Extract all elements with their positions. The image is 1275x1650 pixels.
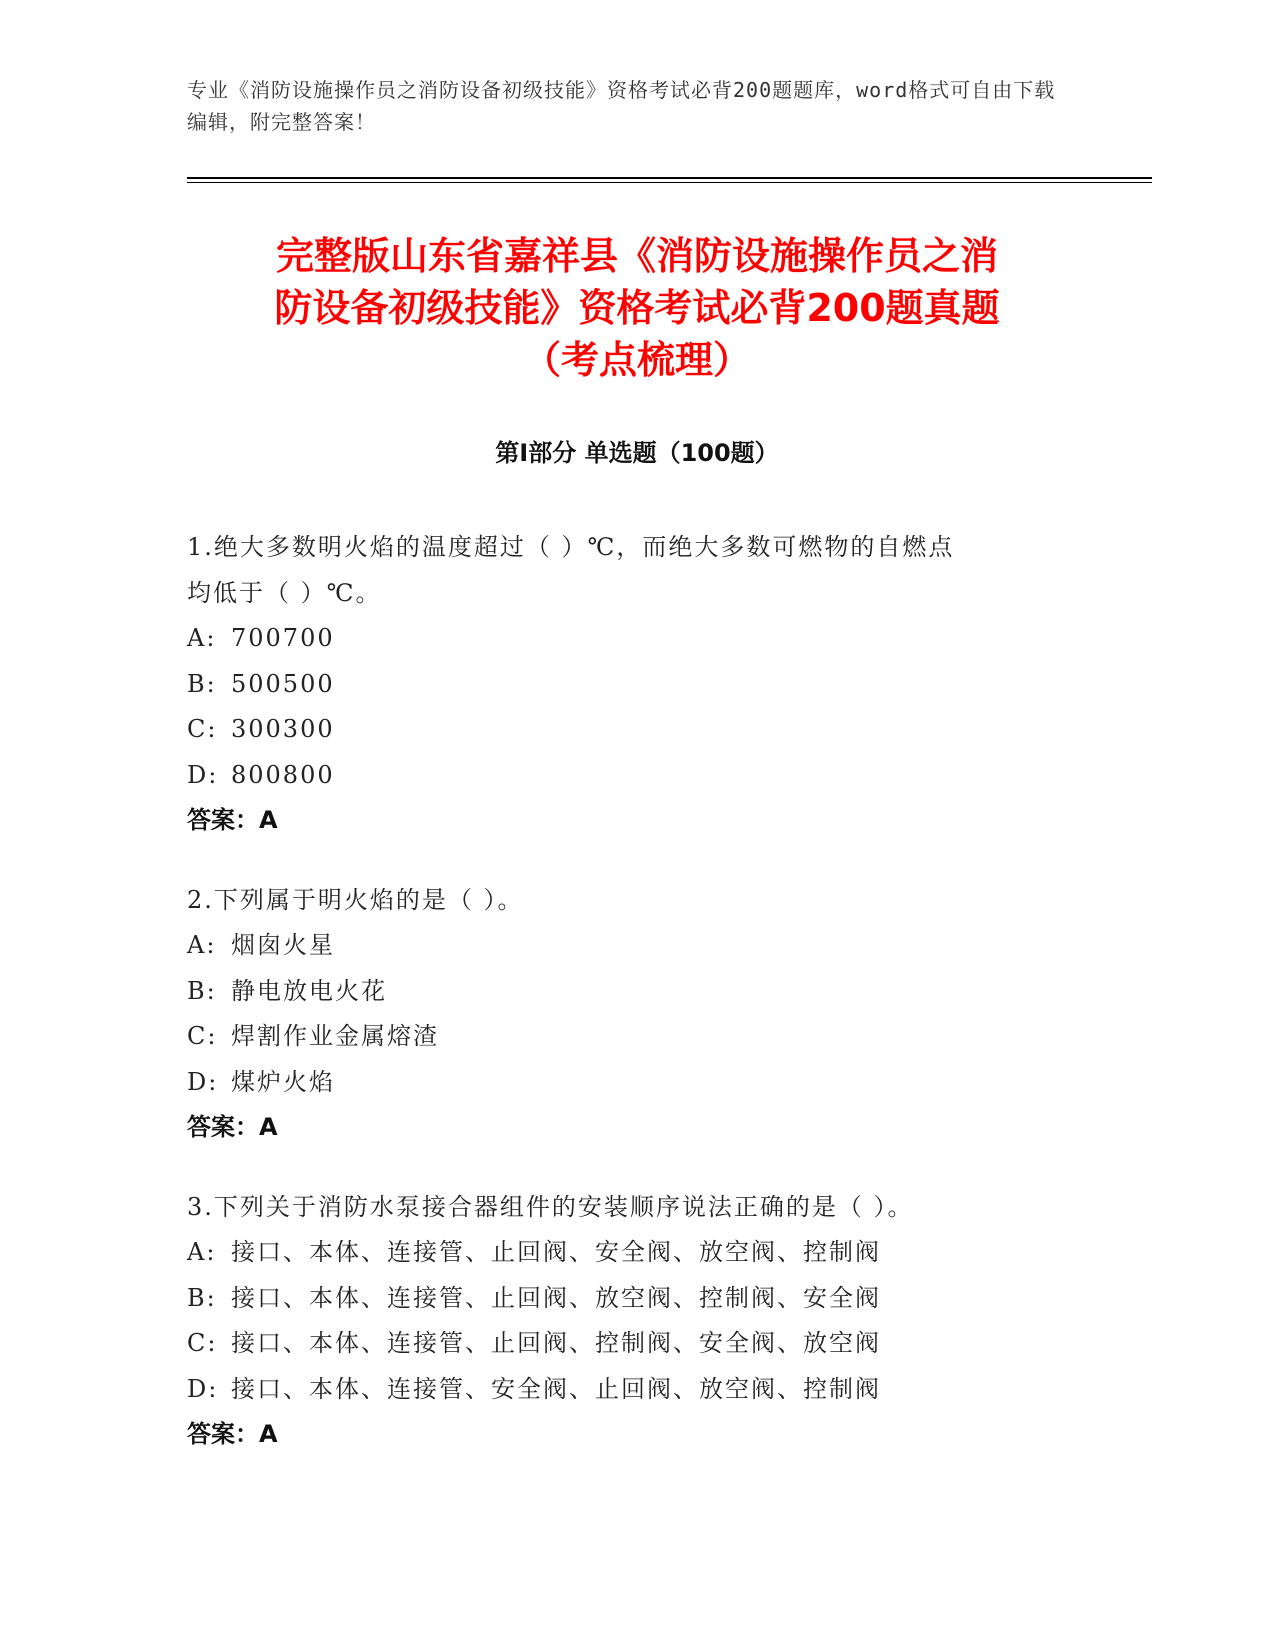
option-text: 800800 xyxy=(231,760,335,789)
document-title xyxy=(187,230,1087,386)
header-note: 专业《消防设施操作员之消防设备初级技能》资格考试必背200题题库，word格式可自由下载编辑，附完整答案！ xyxy=(187,78,1056,134)
option-text: 煤炉火焰 xyxy=(231,1067,335,1096)
option-text: 烟囱火星 xyxy=(231,931,335,959)
option-text: 500500 xyxy=(231,669,335,698)
option-c xyxy=(187,1014,1067,1060)
option-key: C: xyxy=(187,1022,218,1050)
option-text: 接口、本体、连接管、止回阀、控制阀、安全阀、放空阀 xyxy=(231,1329,881,1357)
question-stem-line: 均低于（ ）℃。 xyxy=(187,578,382,607)
answer-label: 答案： xyxy=(187,1113,259,1141)
answer-label: 答案： xyxy=(187,806,259,834)
answer-line xyxy=(187,798,1067,844)
question-stem-line: 1.绝大多数明火焰的温度超过（ ）℃，而绝大多数可燃物的自燃点 xyxy=(187,533,955,561)
option-key: A: xyxy=(187,624,217,652)
answer-label: 答案： xyxy=(187,1420,259,1448)
option-key: D: xyxy=(187,1067,219,1096)
option-text: 焊割作业金属熔渣 xyxy=(231,1022,439,1050)
option-key: C: xyxy=(187,715,218,743)
option-a xyxy=(187,616,1067,662)
option-text: 700700 xyxy=(231,624,335,652)
option-key: B: xyxy=(187,976,217,1005)
header-divider-thin xyxy=(187,182,1152,183)
question-item xyxy=(187,878,1067,1151)
option-c xyxy=(187,707,1067,753)
question-list xyxy=(187,525,1067,1492)
option-key: B: xyxy=(187,1283,217,1312)
option-d xyxy=(187,753,1067,799)
option-a xyxy=(187,923,1067,969)
title-line: （考点梳理） xyxy=(522,338,751,382)
title-line: 防设备初级技能》资格考试必背200题真题 xyxy=(274,286,1000,330)
title-line: 完整版山东省嘉祥县《消防设施操作员之消 xyxy=(275,234,998,278)
option-key: C: xyxy=(187,1329,218,1357)
answer-value: A xyxy=(259,806,278,834)
answer-value: A xyxy=(259,1113,278,1141)
option-d xyxy=(187,1060,1067,1106)
option-b xyxy=(187,969,1067,1015)
option-key: D: xyxy=(187,760,219,789)
option-key: D: xyxy=(187,1374,219,1403)
answer-value: A xyxy=(259,1420,278,1448)
answer-line xyxy=(187,1412,1067,1458)
question-item xyxy=(187,525,1067,844)
option-text: 接口、本体、连接管、止回阀、放空阀、控制阀、安全阀 xyxy=(231,1283,881,1312)
question-stem-line: 2.下列属于明火焰的是（ ）。 xyxy=(187,885,524,914)
header-divider-thick xyxy=(187,177,1152,179)
option-text: 接口、本体、连接管、止回阀、安全阀、放空阀、控制阀 xyxy=(231,1238,881,1266)
option-text: 静电放电火花 xyxy=(231,976,387,1005)
answer-line xyxy=(187,1105,1067,1151)
section-heading: 第Ⅰ部分 单选题（100题） xyxy=(495,439,779,467)
option-text: 接口、本体、连接管、安全阀、止回阀、放空阀、控制阀 xyxy=(231,1374,881,1403)
option-b xyxy=(187,662,1067,708)
option-text: 300300 xyxy=(231,715,335,743)
option-key: A: xyxy=(187,931,217,959)
option-d xyxy=(187,1367,1067,1413)
option-c xyxy=(187,1321,1067,1367)
question-item xyxy=(187,1185,1067,1458)
question-stem-line: 3.下列关于消防水泵接合器组件的安装顺序说法正确的是（ ）。 xyxy=(187,1192,914,1221)
option-key: B: xyxy=(187,669,217,698)
option-a xyxy=(187,1230,1067,1276)
option-key: A: xyxy=(187,1238,217,1266)
option-b xyxy=(187,1276,1067,1322)
